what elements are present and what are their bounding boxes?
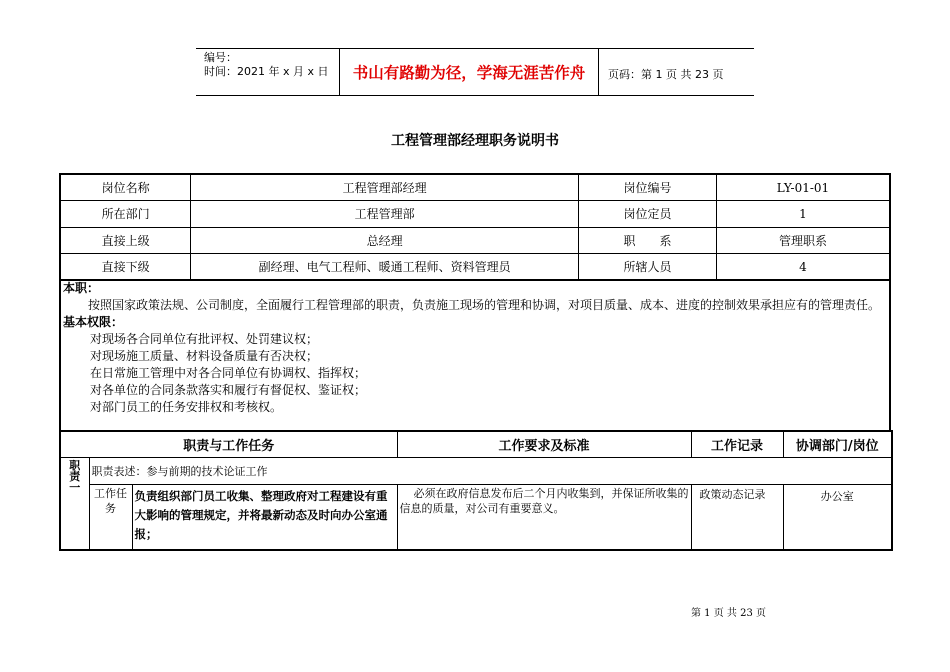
responsibility-label-char: 一	[69, 480, 81, 494]
table-cell: 所辖人员	[579, 254, 717, 281]
table-cell: 直接上级	[60, 227, 191, 254]
duty-text: 按照国家政策法规、公司制度，全面履行工程管理部的职责，负责施工现场的管理和协调，对项目质量、成本、进度的控制效果承担应有的管理责任。	[88, 298, 881, 312]
authority-item: 在日常施工管理中对各合同单位有协调权、指挥权；	[90, 366, 367, 380]
responsibility-description: 职责表述：参与前期的技术论证工作	[89, 457, 892, 484]
table-cell: 岗位编号	[579, 174, 717, 201]
table-cell: 直接下级	[60, 254, 191, 281]
document-title: 工程管理部经理职务说明书	[391, 133, 559, 149]
header-page-info: 页码：第 1 页 共 23 页	[608, 68, 724, 81]
task-text: 负责组织部门员工收集、整理政府对工程建设有重大影响的管理规定，并将最新动态及时向办公室通报；	[132, 484, 397, 550]
responsibility-label-char: 责	[69, 469, 81, 483]
authority-item: 对现场施工质量、材料设备质量有否决权；	[90, 349, 319, 363]
table-cell: 岗位定员	[579, 201, 717, 228]
table-row	[60, 457, 892, 484]
table-header-row	[60, 431, 892, 457]
header-time: 时间：2021 年 x 月 x 日	[204, 65, 329, 78]
page-footer: 第 1 页 共 23 页	[691, 608, 766, 619]
authority-heading: 基本权限：	[63, 315, 124, 329]
description-block	[59, 280, 891, 430]
authority-item: 对各单位的合同条款落实和履行有督促权、鉴证权；	[90, 383, 367, 397]
task-label: 工作任务	[89, 484, 132, 550]
table-cell: 所在部门	[60, 201, 191, 228]
table-row	[60, 484, 892, 550]
table-row	[60, 227, 890, 254]
table-cell: 管理职系	[716, 227, 890, 254]
responsibility-label	[60, 457, 89, 550]
table-cell: 4	[716, 254, 890, 281]
column-header: 工作记录	[691, 431, 783, 457]
authority-item: 对部门员工的任务安排权和考核权。	[90, 400, 283, 414]
column-header: 协调部门/岗位	[783, 431, 892, 457]
table-cell: 工程管理部经理	[191, 174, 579, 201]
table-cell: 副经理、电气工程师、暖通工程师、资料管理员	[191, 254, 579, 281]
table-cell: 职 系	[579, 227, 717, 254]
table-cell: 岗位名称	[60, 174, 191, 201]
table-cell: 1	[716, 201, 890, 228]
position-info-table	[59, 173, 891, 281]
header-left	[204, 51, 329, 79]
column-header: 职责与工作任务	[60, 431, 397, 457]
task-coordination: 办公室	[783, 484, 892, 550]
table-row	[60, 254, 890, 281]
table-cell: 工程管理部	[191, 201, 579, 228]
column-header: 工作要求及标准	[397, 431, 691, 457]
duty-table	[59, 430, 893, 551]
duty-heading: 本职：	[63, 281, 100, 295]
header-motto: 书山有路勤为径，学海无涯苦作舟	[339, 49, 599, 95]
task-record: 政策动态记录	[691, 484, 783, 550]
task-requirement: 必须在政府信息发布后二个月内收集到，并保证所收集的信息的质量，对公司有重要意义。	[397, 484, 691, 550]
page-header	[196, 48, 754, 96]
number-label: 编号：	[204, 51, 237, 64]
table-row	[60, 174, 890, 201]
authority-item: 对现场各合同单位有批评权、处罚建议权；	[90, 332, 319, 346]
responsibility-label-char: 职	[69, 458, 81, 472]
table-cell: LY-01-01	[716, 174, 890, 201]
table-cell: 总经理	[191, 227, 579, 254]
table-row	[60, 201, 890, 228]
